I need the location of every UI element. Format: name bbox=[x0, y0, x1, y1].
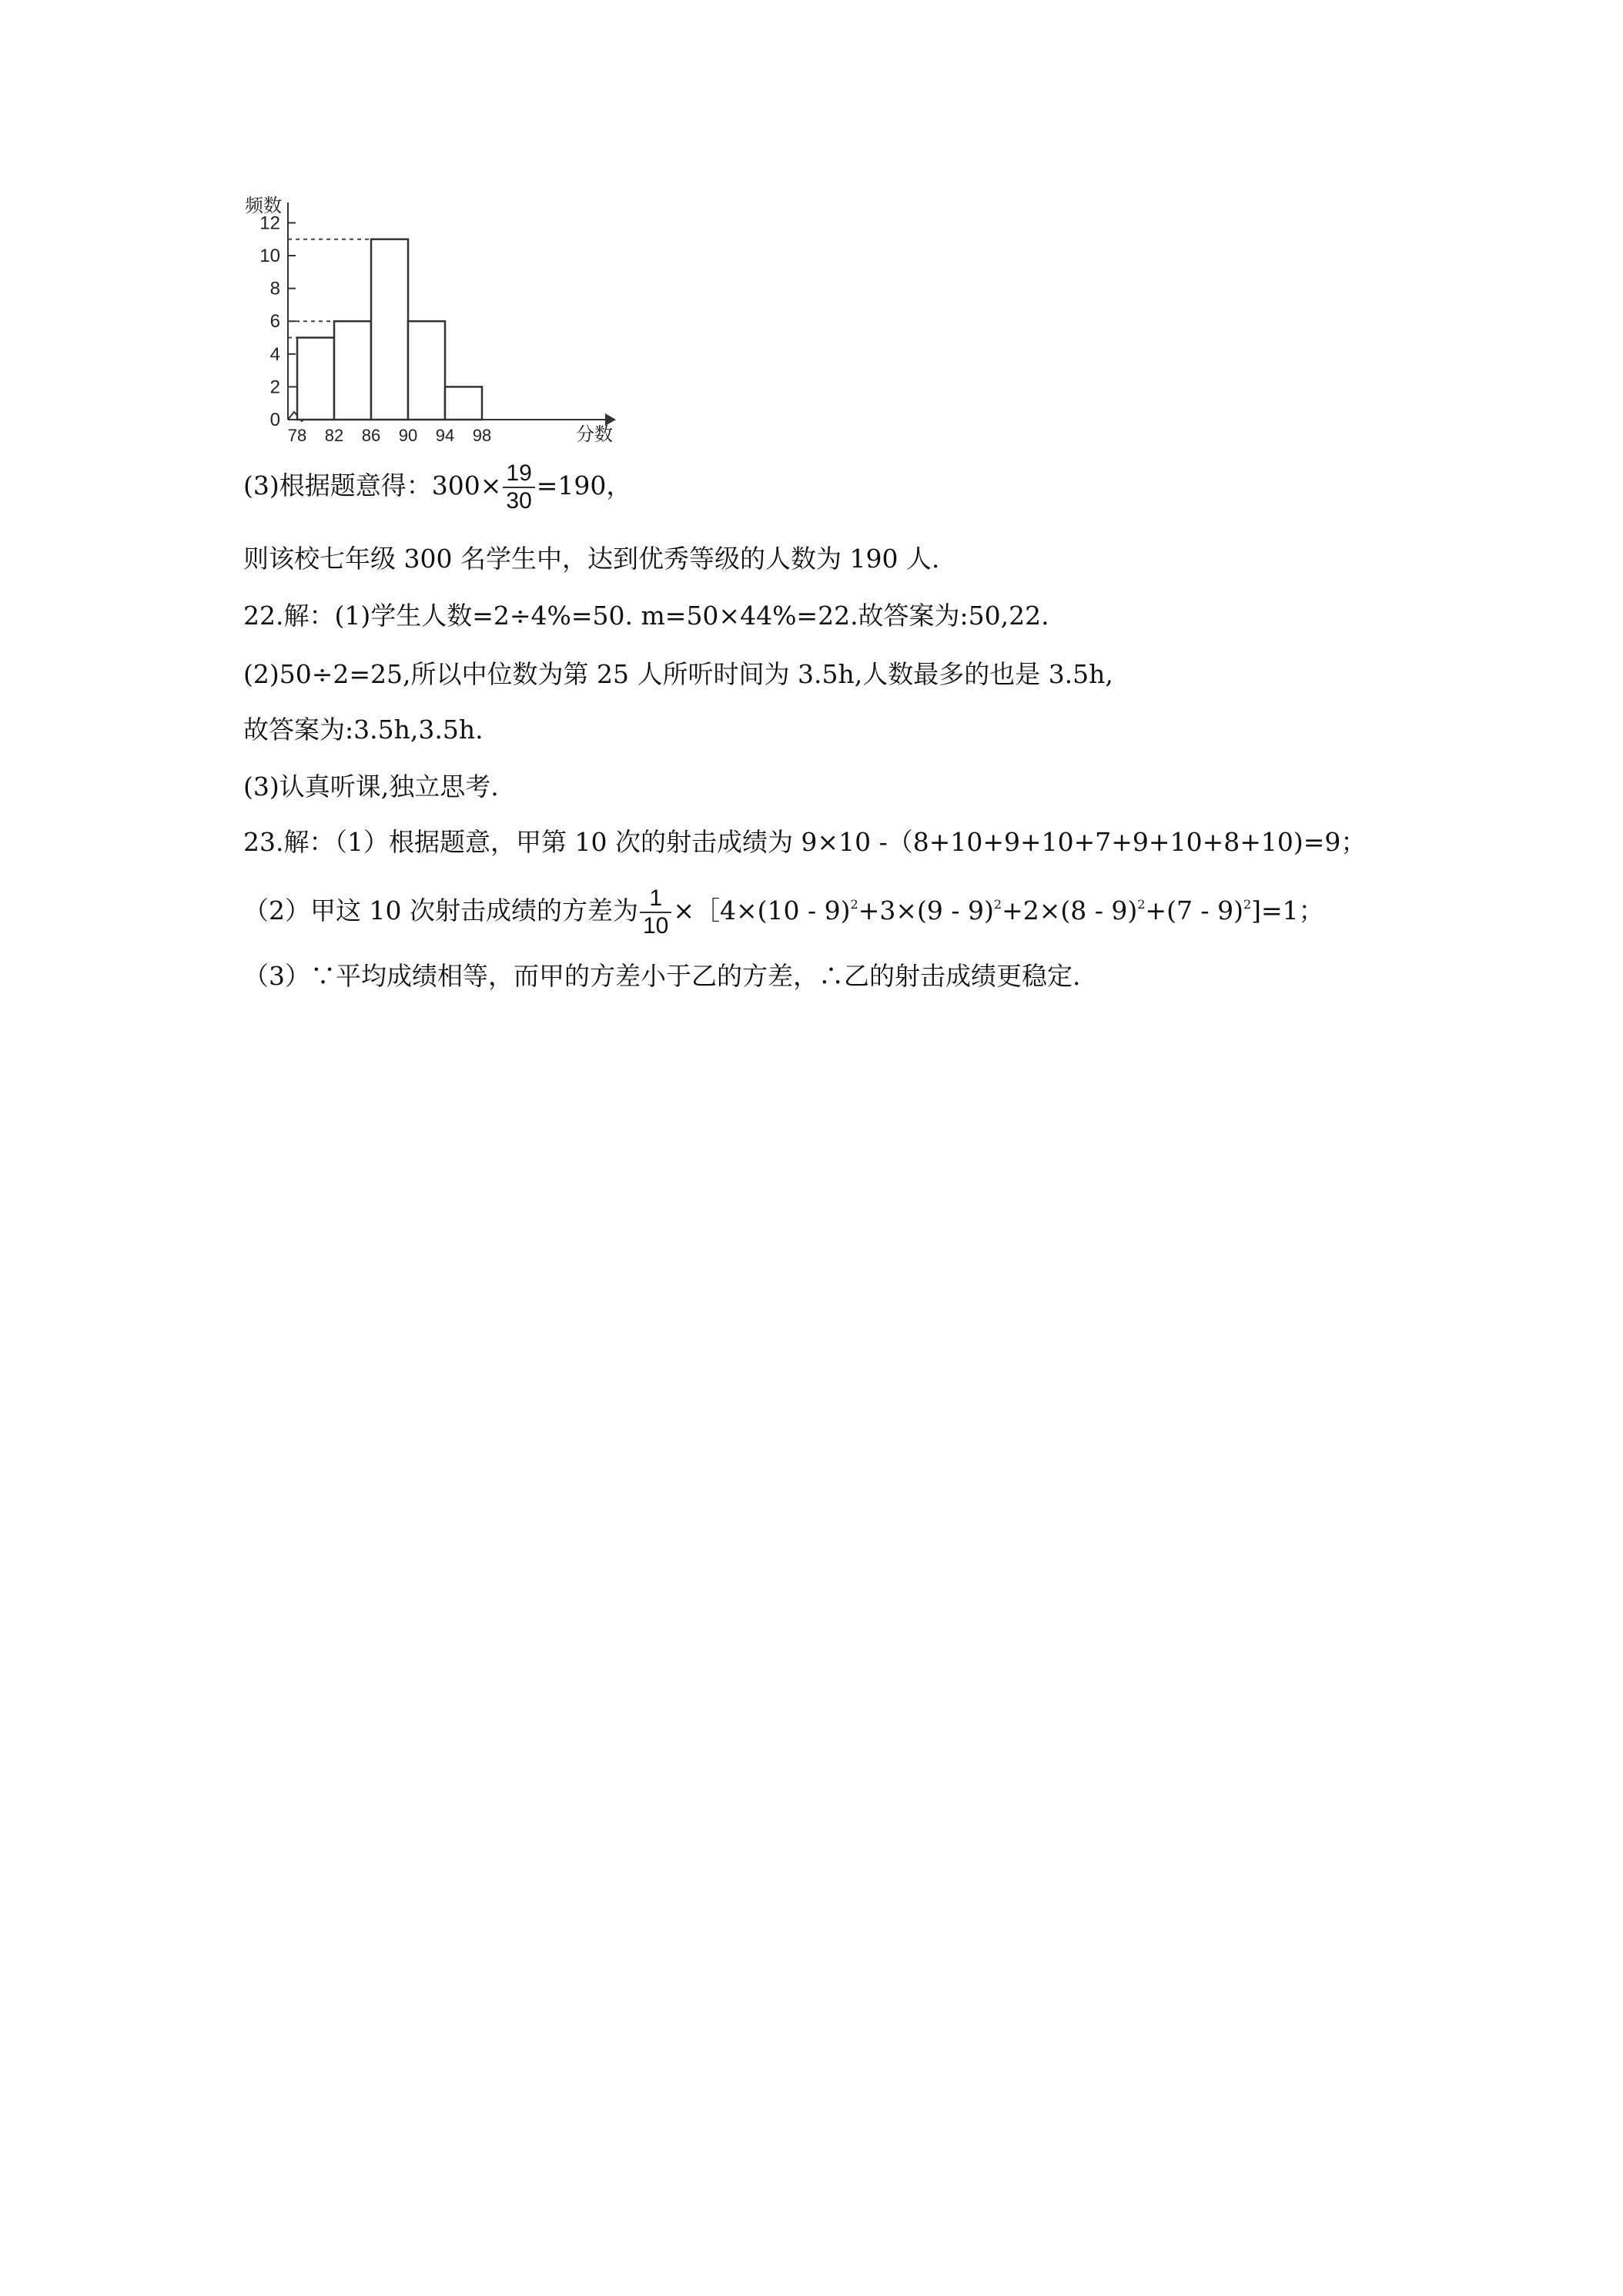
y-tick-labels bbox=[259, 213, 280, 430]
line-q23-part1: 23.解：（1）根据题意，甲第 10 次的射击成绩为 9×10 -（8+10+9+10+7+9+10+8+10)=9； bbox=[243, 827, 1367, 857]
x-tick-label: 82 bbox=[324, 426, 344, 445]
text-segment: （2）甲这 10 次射击成绩的方差为 bbox=[243, 895, 638, 925]
y-axis-label: 频数 bbox=[245, 196, 282, 216]
x-tick-label: 98 bbox=[472, 426, 492, 445]
line-q22-part1: 22.解：(1)学生人数=2÷4%=50. m=50×44%=22.故答案为:50,22. bbox=[243, 601, 1049, 631]
x-tick-label: 94 bbox=[435, 426, 455, 445]
text-segment: (3)根据题意得：300× bbox=[243, 470, 502, 500]
y-tick-label: 8 bbox=[269, 278, 280, 300]
text-segment: ×［4×(10 - 9) bbox=[673, 895, 851, 925]
histogram-bar bbox=[445, 387, 482, 420]
fraction-numerator: 19 bbox=[506, 460, 532, 486]
fraction-numerator: 1 bbox=[649, 885, 662, 911]
x-axis-label: 分数 bbox=[576, 424, 613, 445]
line-q23-part2 bbox=[243, 885, 1324, 939]
superscript: 2 bbox=[1243, 897, 1252, 912]
y-tick-label: 10 bbox=[259, 246, 280, 266]
histogram-bar bbox=[334, 321, 371, 420]
y-tick-label: 6 bbox=[269, 311, 280, 333]
text-segment: +3×(9 - 9) bbox=[858, 895, 994, 925]
line-q22-part3: (3)认真听课,独立思考. bbox=[243, 771, 499, 802]
text-segment: ]=1； bbox=[1251, 895, 1324, 925]
y-tick-label: 12 bbox=[259, 213, 280, 234]
y-tick-label: 4 bbox=[269, 343, 280, 365]
superscript: 2 bbox=[993, 897, 1002, 912]
x-tick-labels bbox=[288, 426, 491, 445]
line-q22-part2: (2)50÷2=25,所以中位数为第 25 人所听时间为 3.5h,人数最多的也是 3.5h, bbox=[243, 659, 1113, 689]
line-q3-calculation bbox=[243, 460, 631, 514]
y-tick-label: 0 bbox=[269, 410, 280, 430]
x-tick-label: 90 bbox=[398, 426, 418, 445]
line-q3-conclusion: 则该校七年级 300 名学生中，达到优秀等级的人数为 190 人. bbox=[243, 544, 940, 574]
fraction-denominator: 10 bbox=[642, 913, 669, 939]
histogram-bar bbox=[371, 239, 408, 420]
superscript: 2 bbox=[1137, 897, 1146, 912]
line-q23-part3: （3）∵平均成绩相等，而甲的方差小于乙的方差，∴乙的射击成绩更稳定. bbox=[243, 961, 1081, 991]
histogram-bars bbox=[297, 239, 482, 420]
text-segment: +(7 - 9) bbox=[1145, 895, 1243, 925]
fraction-1-10 bbox=[640, 885, 671, 939]
superscript: 2 bbox=[850, 897, 858, 912]
y-tick-label: 2 bbox=[269, 377, 280, 398]
text-segment: =190， bbox=[536, 470, 632, 500]
text-segment: +2×(8 - 9) bbox=[1002, 895, 1138, 925]
x-tick-label: 86 bbox=[361, 426, 381, 445]
fraction-19-30 bbox=[503, 460, 534, 514]
x-tick-label: 78 bbox=[287, 426, 307, 445]
histogram-chart bbox=[243, 189, 628, 450]
fraction-denominator: 30 bbox=[506, 488, 532, 514]
line-q22-part2-answer: 故答案为:3.5h,3.5h. bbox=[243, 715, 484, 745]
histogram-bar bbox=[297, 338, 334, 420]
histogram-bar bbox=[408, 321, 445, 420]
